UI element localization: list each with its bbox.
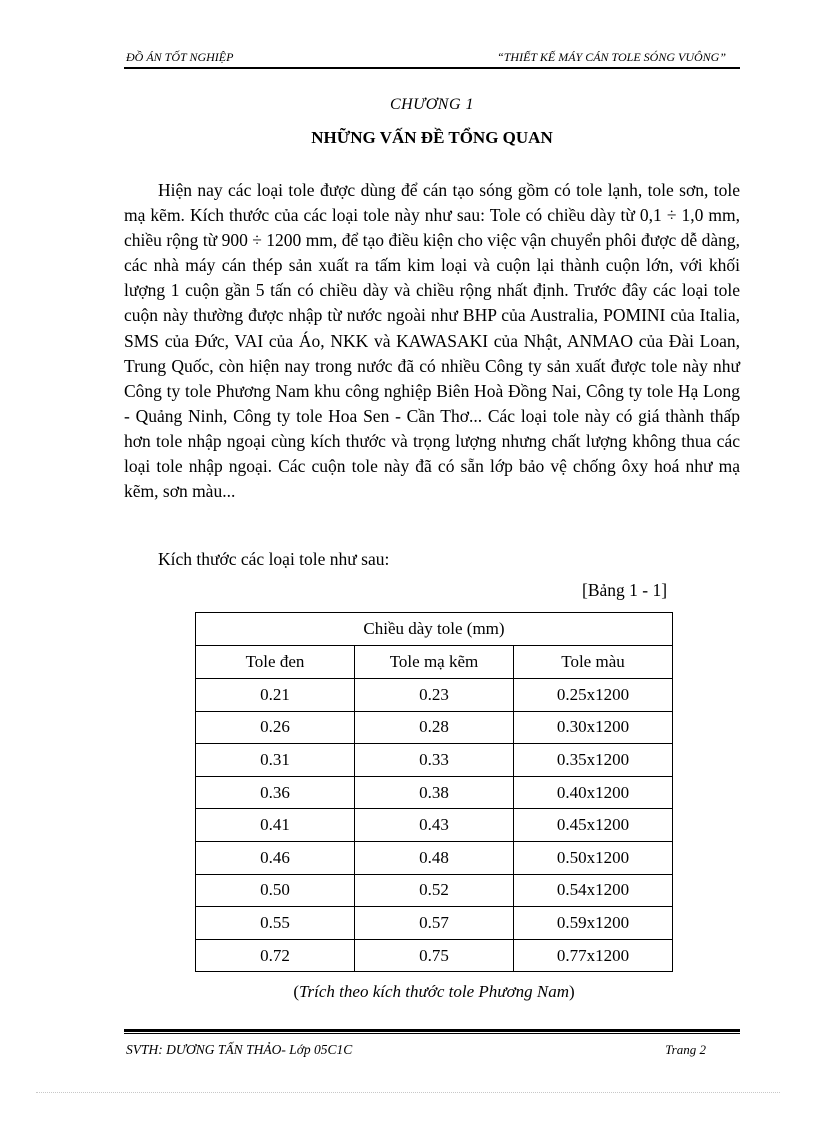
caption-open-paren: (: [293, 982, 300, 1001]
table-cell: 0.75: [355, 939, 514, 972]
table-cell: 0.31: [196, 744, 355, 777]
table-cell: 0.26: [196, 711, 355, 744]
chapter-heading: CHƯƠNG 1: [389, 96, 475, 113]
table-cell: 0.45x1200: [514, 809, 673, 842]
table-row: [196, 776, 673, 809]
table-cell: 0.46: [196, 841, 355, 874]
table-reference: [Bảng 1 - 1]: [582, 580, 668, 600]
table-cell: 0.77x1200: [514, 939, 673, 972]
table-group-header-row: [196, 613, 673, 646]
table-group-header: Chiều dày tole (mm): [196, 613, 673, 646]
thickness-table: [195, 612, 673, 972]
table-cell: 0.28: [355, 711, 514, 744]
table-cell: 0.33: [355, 744, 514, 777]
table-row: [196, 679, 673, 712]
table-cell: 0.41: [196, 809, 355, 842]
table-cell: 0.52: [355, 874, 514, 907]
table-row: [196, 874, 673, 907]
table-row: [196, 744, 673, 777]
column-header: Tole mạ kẽm: [355, 646, 514, 679]
table-cell: 0.57: [355, 907, 514, 940]
table-cell: 0.23: [355, 679, 514, 712]
table-cell: 0.38: [355, 776, 514, 809]
page-edge-divider: [36, 1092, 780, 1093]
column-header: Tole đen: [196, 646, 355, 679]
table-cell: 0.72: [196, 939, 355, 972]
table-row: [196, 809, 673, 842]
header-rule: [124, 67, 740, 69]
table-cell: 0.30x1200: [514, 711, 673, 744]
table-cell: 0.43: [355, 809, 514, 842]
table-row: [196, 711, 673, 744]
body-paragraph: Hiện nay các loại tole được dùng để cán tạo sóng gồm có tole lạnh, tole sơn, tole mạ kẽm. Kích thước của các loại tole này như sau: Tole có chiều dày từ 0,1 ÷ 1,0 mm, chiều rộng từ 900 ÷ 1200 mm, để tạo điều kiện cho việc vận chuyển phôi được dễ dàng, các nhà máy cán thép sản xuất ra tấm kim loại và cuộn lại thành cuộn lớn, với khối lượng 1 cuộn gần 5 tấn có chiều dày và chiều rộng nhất định. Trước đây các loại tole cuộn này thường được nhập từ nước ngoài như BHP của Australia, POMINI của Italia, SMS của Đức, VAI của Áo, NKK và KAWASAKI của Nhật, ANMAO của Đài Loan, Trung Quốc, còn hiện nay trong nước đã có nhiều Công ty sản xuất được tole này như Công ty tole Phương Nam khu công nghiệp Biên Hoà Đồng Nai, Công ty tole Hạ Long - Quảng Ninh, Công ty tole Hoa Sen - Cần Thơ... Các loại tole này có giá thành thấp hơn tole nhập ngoại cùng kích thước và trọng lượng nhưng chất lượng không thua các loại tole nhập ngoại. Các cuộn tole này đã có sẵn lớp bảo vệ chống ôxy hoá như mạ kẽm, sơn màu...: [124, 180, 740, 502]
table-cell: 0.36: [196, 776, 355, 809]
table-cell: 0.50: [196, 874, 355, 907]
table-cell: 0.48: [355, 841, 514, 874]
table-cell: 0.50x1200: [514, 841, 673, 874]
page-number: Trang 2: [665, 1042, 706, 1057]
table-cell: 0.54x1200: [514, 874, 673, 907]
table-cell: 0.55: [196, 907, 355, 940]
page-footer: [124, 1042, 740, 1062]
footer-rule-thin: [124, 1033, 740, 1034]
footer-rule-thick: [124, 1029, 740, 1032]
table-cell: 0.59x1200: [514, 907, 673, 940]
table-cell: 0.25x1200: [514, 679, 673, 712]
sizes-intro: Kích thước các loại tole như sau:: [158, 549, 390, 569]
table-row: [196, 841, 673, 874]
table-row: [196, 939, 673, 972]
table-cell: 0.35x1200: [514, 744, 673, 777]
page-header: [124, 48, 740, 66]
table-column-header-row: [196, 646, 673, 679]
caption-close-paren: ): [568, 982, 575, 1001]
footer-author: SVTH: DƯƠNG TẤN THẢO- Lớp 05C1C: [126, 1042, 353, 1057]
chapter-title: NHỮNG VẤN ĐỀ TỔNG QUAN: [311, 128, 553, 147]
table-cell: 0.21: [196, 679, 355, 712]
table-cell: 0.40x1200: [514, 776, 673, 809]
caption-text: Trích theo kích thước tole Phương Nam: [299, 982, 569, 1001]
table-row: [196, 907, 673, 940]
header-left-text: ĐỒ ÁN TỐT NGHIỆP: [126, 50, 234, 64]
header-right-text: “THIẾT KẾ MÁY CÁN TOLE SÓNG VUÔNG”: [497, 50, 726, 64]
table-caption: [195, 982, 673, 1002]
column-header: Tole màu: [514, 646, 673, 679]
